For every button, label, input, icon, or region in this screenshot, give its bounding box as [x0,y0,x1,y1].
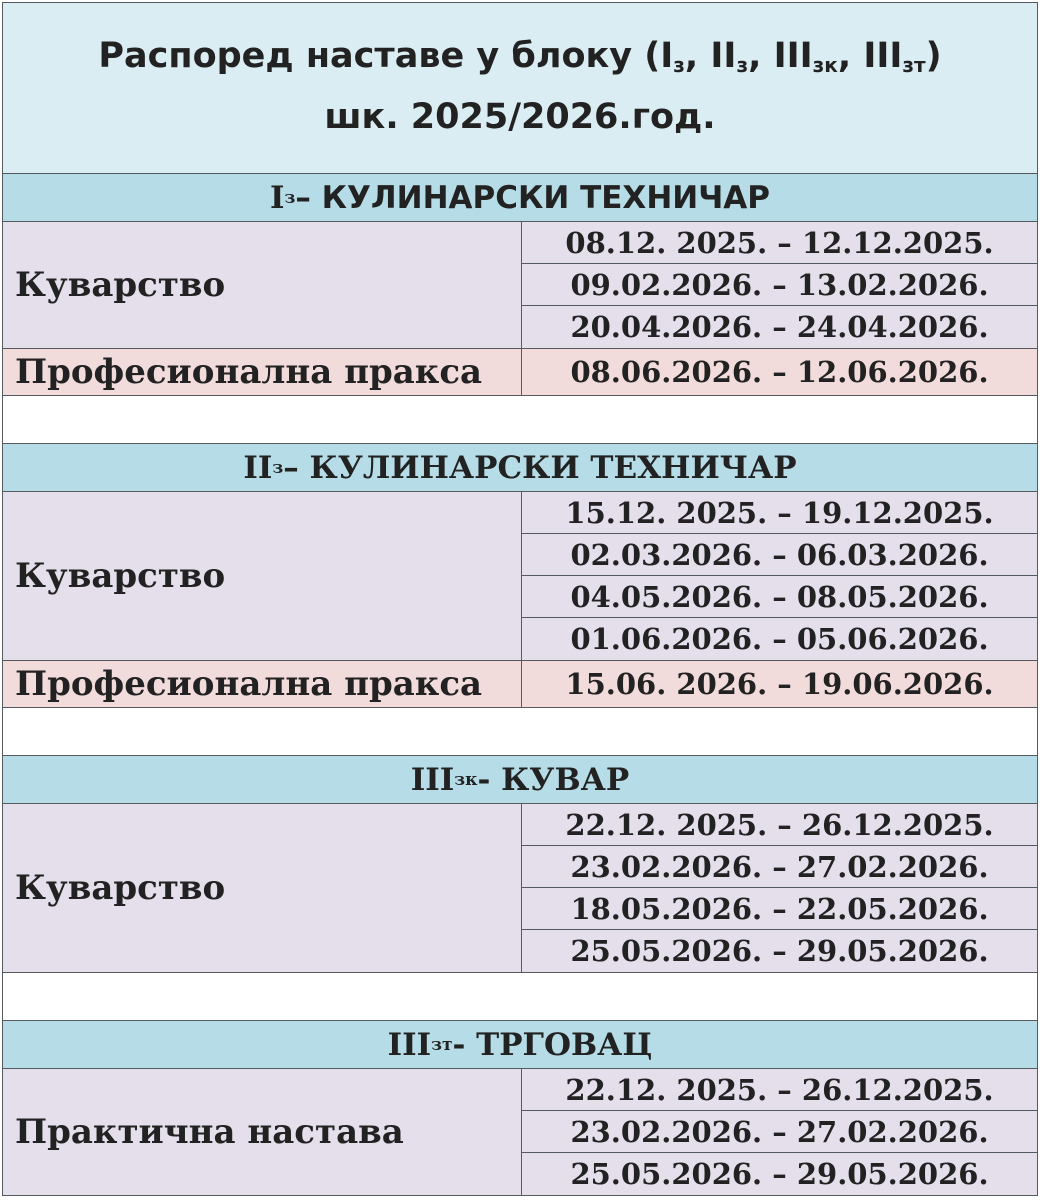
title-class-1: I [660,35,674,76]
date-range: 22.12. 2025. – 26.12.2025. [522,1069,1037,1111]
title-prefix: Распоред наставе у блоку ( [98,35,661,76]
section-title: – КУЛИНАРСКИ ТЕХНИЧАР [295,179,770,216]
date-range: 04.05.2026. – 08.05.2026. [522,576,1037,618]
subject-row [3,804,1037,973]
date-range: 15.06. 2026. – 19.06.2026. [565,667,994,701]
subject-label: Професионална пракса [3,661,522,707]
section-title: – КУЛИНАРСКИ ТЕХНИЧАР [283,449,797,486]
section-heading-3 [3,756,1037,804]
date-list [522,1069,1037,1195]
subject-label: Професионална пракса [3,349,522,395]
section-heading-4 [3,1021,1037,1069]
date-list [522,222,1037,348]
title-class-3: III [773,35,813,76]
date-range: 25.05.2026. – 29.05.2026. [570,1157,989,1191]
title-line-2: шк. 2025/2026.год. [324,96,716,137]
title-class-2-sub: з [736,52,749,77]
date-list [522,349,1037,395]
practice-row [3,349,1037,396]
section-roman: II [243,449,273,486]
section-sub: зт [431,1034,453,1055]
section-sub: з [284,187,296,208]
title-class-1-sub: з [673,52,685,77]
date-range: 09.02.2026. – 13.02.2026. [522,264,1037,306]
date-range: 20.04.2026. – 24.04.2026. [570,310,989,344]
date-range: 08.06.2026. – 12.06.2026. [570,355,989,389]
section-spacer [3,973,1037,1021]
section-heading-1 [3,174,1037,222]
date-range: 01.06.2026. – 05.06.2026. [570,622,989,656]
date-range: 15.12. 2025. – 19.12.2025. [522,492,1037,534]
section-spacer [3,396,1037,444]
date-list [522,804,1037,972]
title-class-3-sub: зк [812,52,838,77]
date-range: 22.12. 2025. – 26.12.2025. [522,804,1037,846]
schedule-sheet [2,2,1038,1196]
date-range: 23.02.2026. – 27.02.2026. [522,1111,1037,1153]
section-roman: III [387,1026,432,1063]
title-box [3,3,1037,174]
date-list [522,661,1037,707]
subject-row [3,222,1037,349]
title-class-4-sub: зт [902,52,926,77]
section-roman: I [270,179,285,216]
subject-label: Куварство [3,492,522,660]
title-suffix: ) [925,35,942,76]
title-sep: , [684,35,711,76]
section-spacer [3,708,1037,756]
subject-row [3,1069,1037,1195]
section-sub: з [272,457,284,478]
section-roman: III [410,761,455,798]
section-sub: зк [454,769,478,790]
subject-label: Практична настава [3,1069,522,1195]
title-class-4: III [863,35,903,76]
section-title: - КУВАР [477,761,630,798]
date-range: 08.12. 2025. – 12.12.2025. [522,222,1037,264]
title-class-2: II [710,35,737,76]
title-sep: , [748,35,774,76]
section-title: - ТРГОВАЦ [452,1026,653,1063]
section-heading-2 [3,444,1037,492]
date-range: 02.03.2026. – 06.03.2026. [522,534,1037,576]
date-range: 23.02.2026. – 27.02.2026. [522,846,1037,888]
subject-row [3,492,1037,661]
date-range: 18.05.2026. – 22.05.2026. [522,888,1037,930]
title-sep: , [837,35,864,76]
subject-label: Куварство [3,222,522,348]
date-range: 25.05.2026. – 29.05.2026. [570,934,989,968]
subject-label: Куварство [3,804,522,972]
date-list [522,492,1037,660]
title-line-1 [98,30,941,91]
practice-row [3,661,1037,708]
